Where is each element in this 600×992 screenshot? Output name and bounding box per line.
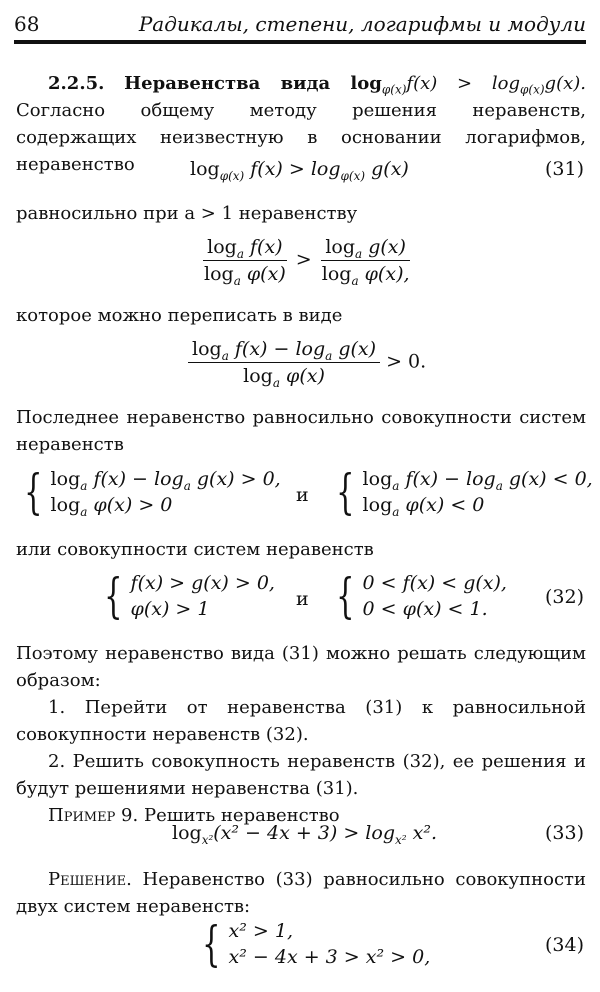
equation-number-32: (32)	[544, 586, 584, 608]
example-9: Пример 9. Решить неравенство	[48, 805, 340, 826]
conjunction-1: и	[296, 484, 309, 506]
section-intro-text: Согласно общему методу решения неравенств, содержащих неизвестную в основании логарифмов, неравенство	[16, 100, 586, 175]
system-2-right: { 0 < f(x) < g(x), 0 < φ(x) < 1.	[336, 568, 507, 624]
running-title: Радикалы, степени, логарифмы и модули	[138, 12, 586, 36]
text-method: Поэтому неравенство вида (31) можно решать следующим образом:	[16, 643, 586, 691]
example-label: Пример 9.	[48, 805, 139, 826]
text-rewrite: которое можно переписать в виде	[16, 305, 343, 326]
section-intro: 2.2.5. Неравенства вида $\log_{\varphi(x)}f(x) > \log_{\varphi(x)}g(x)$. Согласно общему методу решения неравенств, содержащих неизвестную в основании логарифмов, неравенство	[16, 73, 586, 175]
page-number: 68	[14, 12, 40, 36]
text-equivalent: равносильно при a > 1 неравенству	[16, 203, 358, 224]
section-number: 2.2.5.	[48, 73, 105, 94]
fraction-right: $\frac{\log_a g(x)}{\log_a \varphi(x),}$	[321, 236, 410, 288]
step-1: 1. Перейти от неравенства (31) к равносильной совокупности неравенств (32).	[16, 697, 586, 745]
header-rule	[14, 40, 586, 44]
step-2: 2. Решить совокупность неравенств (32), ее решения и будут решениями неравенства (31).	[16, 751, 586, 799]
equation-31: $\log_{\varphi(x)} f(x) > \log_{\varphi(x)} g(x)$	[190, 158, 409, 183]
equation-number-33: (33)	[544, 822, 584, 844]
text-last: Последнее неравенство равносильно совокупности систем неравенств	[16, 407, 586, 455]
difference-inequality: $\frac{\log_a f(x) - \log_a g(x)}{\log_a \varphi(x)}$ > 0.	[188, 338, 426, 387]
system-34: { x² > 1, x² − 4x + 3 > x² > 0,	[202, 916, 431, 972]
solution: Решение. Неравенство (33) равносильно совокупности двух систем неравенств:	[16, 869, 586, 917]
equation-number-34: (34)	[544, 934, 584, 956]
equation-number-31: (31)	[544, 158, 584, 180]
section-title: Неравенства вида log	[124, 73, 382, 94]
system-1-left: { $\log_a f(x) - \log_a g(x) > 0$, $\log_a \varphi(x) > 0$	[24, 464, 281, 520]
conjunction-2: и	[296, 588, 309, 610]
system-1-right: { $\log_a f(x) - \log_a g(x) < 0$, $\log_a \varphi(x) < 0$	[336, 464, 593, 520]
fraction-inequality: $\frac{\log_a f(x)}{\log_a \varphi(x)}$ > $\frac{\log_a g(x)}{\log_a \varphi(x),}$	[200, 236, 414, 285]
equation-33: $\log_{x^2}(x^2 - 4x + 3) > \log_{x^2} x^2$.	[172, 822, 437, 847]
fraction-left: $\frac{\log_a f(x)}{\log_a \varphi(x)}$	[204, 236, 286, 288]
solution-label: Решение.	[48, 869, 132, 890]
system-2-left: { f(x) > g(x) > 0, φ(x) > 1	[104, 568, 275, 624]
text-or: или совокупности систем неравенств	[16, 539, 374, 560]
